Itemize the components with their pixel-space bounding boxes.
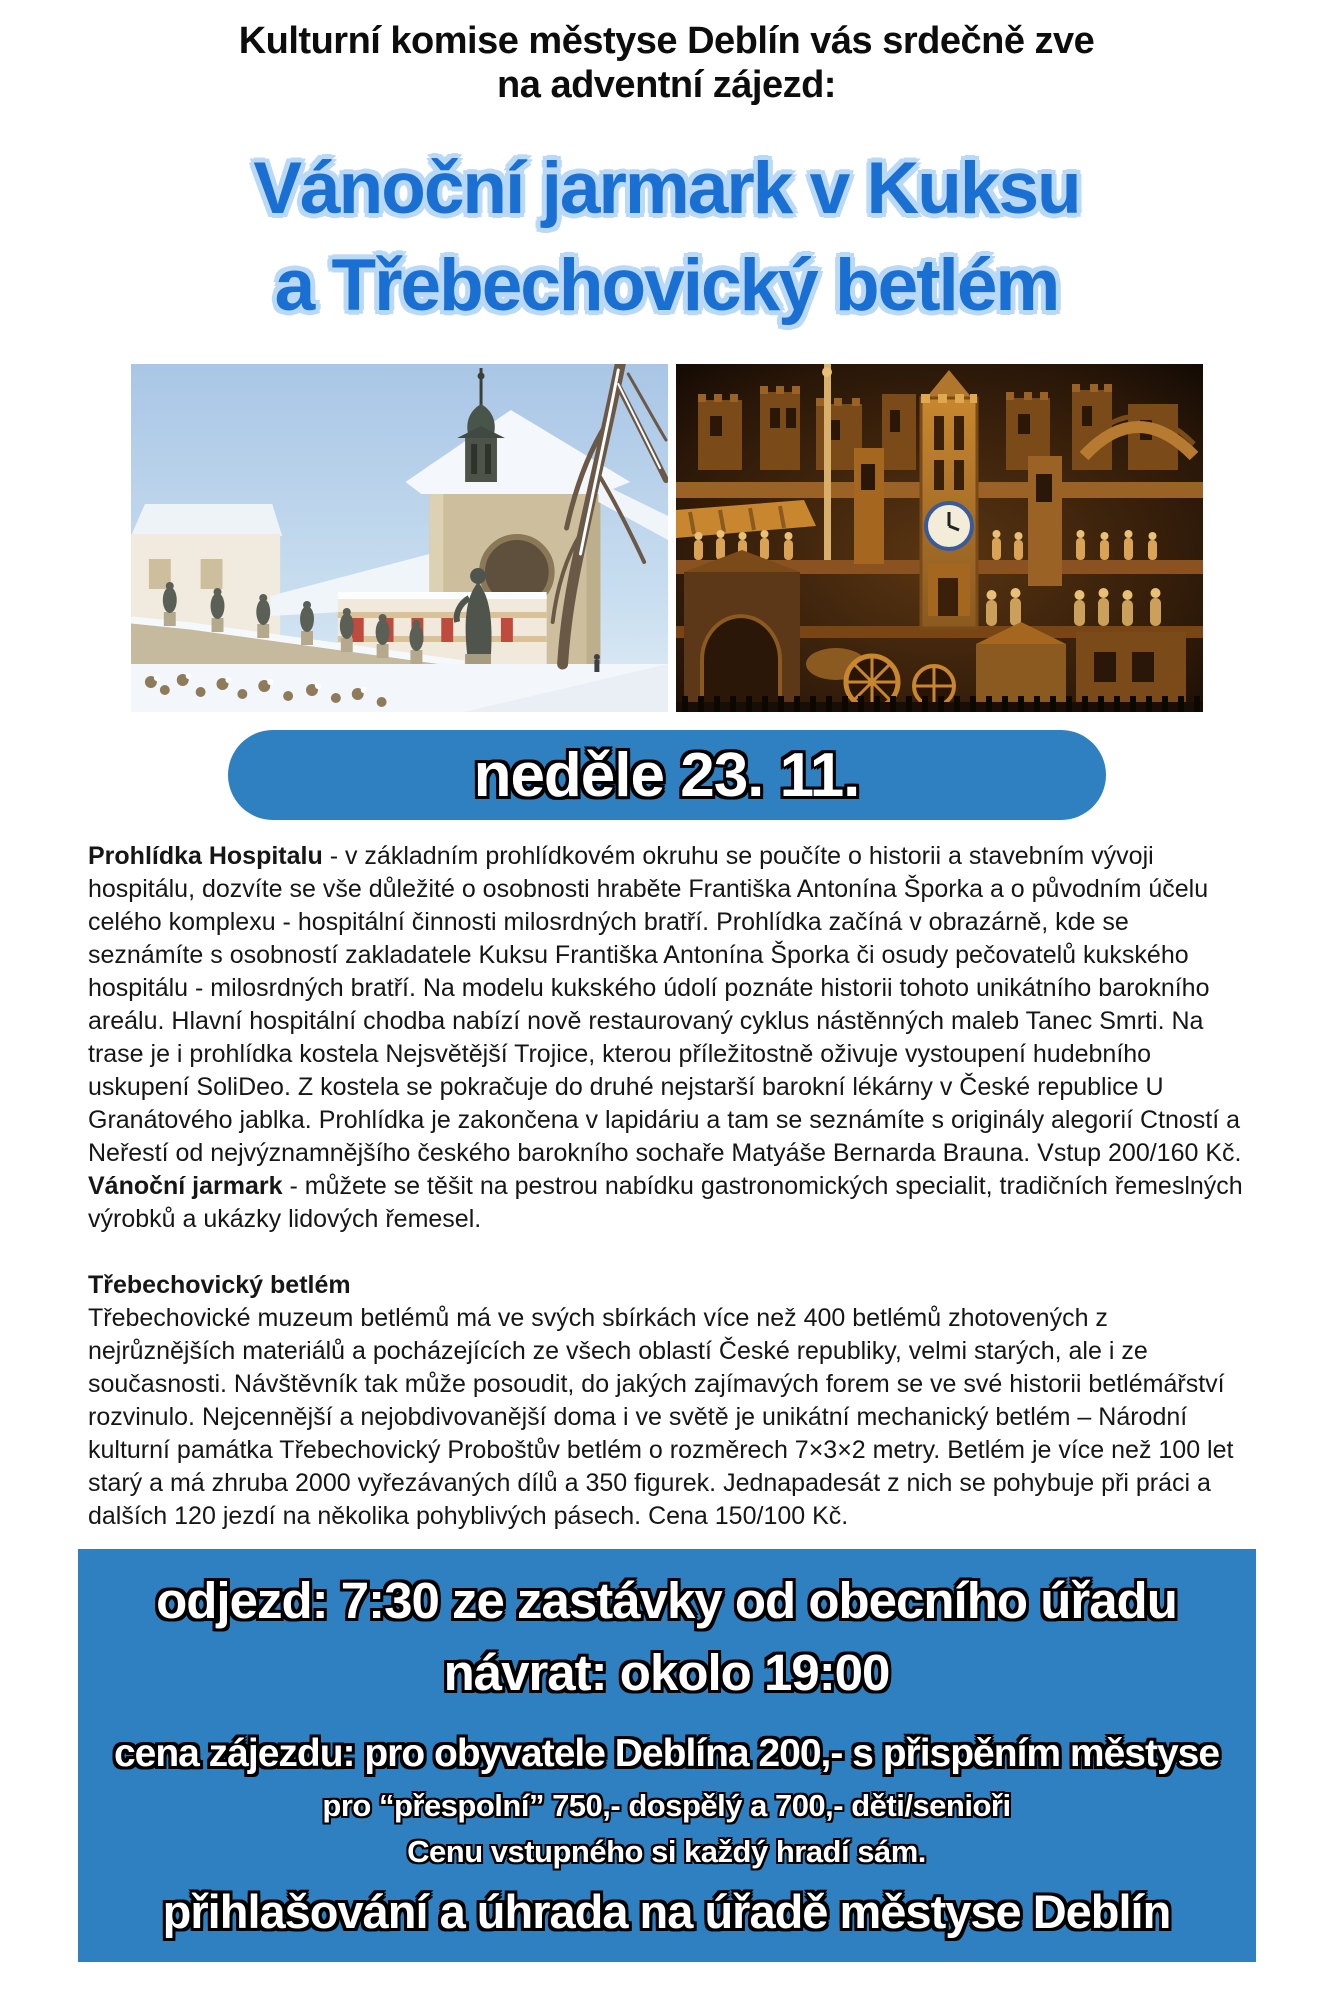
paragraph-jarmark-text: - můžete se těšit na pestrou nabídku gastronomických specialit, tradičních řemeslných výrobků a ukázky lidových řemesel. bbox=[88, 1172, 1243, 1234]
paragraph-jarmark bbox=[88, 1170, 1245, 1236]
poster-header bbox=[0, 20, 1333, 107]
departure-line: odjezd: 7:30 ze zastávky od obecního úřadu bbox=[156, 1572, 1177, 1630]
photo-row bbox=[0, 364, 1333, 712]
title-line-1: Vánoční jarmark v Kuksu bbox=[253, 148, 1080, 230]
date-banner bbox=[228, 730, 1106, 820]
price-line: cena zájezdu: pro obyvatele Deblína 200,- s přispěním městyse bbox=[113, 1731, 1220, 1775]
registration-line: přihlašování a úhrada na úřadě městyse Deblín bbox=[162, 1884, 1171, 1938]
paragraph-jarmark-lead: Vánoční jarmark bbox=[88, 1172, 283, 1201]
paragraph-betlem: Třebechovické muzeum betlémů má ve svých sbírkách více než 400 betlémů zhotovených z nejrůznějších materiálů a pocházejících ze všech oblastí České republiky, velmi starých, ale i ze současnosti. Návštěvník tak může posoudit, do jakých zajímavých forem se ve své historii betlémářství rozvinulo. Nejcennější a nejobdivovanější doma i ve světě je unikátní mechanický betlém – Národní kulturní památka Třebechovický Proboštův betlém o rozměrech 7×3×2 metry. Betlém je více než 100 let starý a má zhruba 2000 vyřezávaných dílů a 350 figurek. Jednapadesát z nich se pohybuje při práci a dalších 120 jezdí na několika pohyblivých pásech. Cena 150/100 Kč. bbox=[88, 1304, 1234, 1531]
return-line: návrat: okolo 19:00 bbox=[443, 1643, 890, 1701]
footer-info-box bbox=[78, 1549, 1256, 1962]
body-text bbox=[0, 840, 1333, 1533]
entry-fee-line: Cenu vstupného si každý hradí sám. bbox=[407, 1833, 926, 1869]
paragraph-hospital-text: - v základním prohlídkovém okruhu se poučíte o historii a stavebním vývoji hospitálu, dozvíte se vše důležité o osobnosti hraběte Františka Antonína Šporka a o původním účelu celého komplexu - hospitální činnosti milosrdných bratří. Prohlídka začíná v obrazárně, kde se seznámíte s osobností zakladatele Kuksu Františka Antonína Šporka či osudy pečovatelů kukského hospitálu - milosrdných bratří. Na modelu kukského údolí poznáte historii tohoto unikátního barokního areálu. Hlavní hospitální chodba nabízí nově restaurovaný cyklus nástěnných maleb Tanec Smrti. Na trase je i prohlídka kostela Nejsvětější Trojice, kterou příležitostně oživuje vystoupení hudebního uskupení SoliDeo. Z kostela se pokračuje do druhé nejstarší barokní lékárny v České republice U Granátového jablka. Prohlídka je zakončena v lapidáriu a tam se seznámíte s originály alegorií Ctností a Neřestí od nejvýznamnějšího českého barokního sochaře Matyáše Bernarda Brauna. Vstup 200/160 Kč. bbox=[88, 842, 1242, 1168]
header-line-2: na adventní zájezd: bbox=[497, 63, 836, 106]
title-line-2: a Třebechovický betlém bbox=[274, 244, 1059, 326]
trebechovice-betlem-photo bbox=[676, 364, 1203, 712]
price-nonresident-line: pro “přespolní” 750,- dospělý a 700,- děti/senioři bbox=[322, 1788, 1011, 1824]
paragraph-hospital-lead: Prohlídka Hospitalu bbox=[88, 842, 323, 871]
kuks-winter-photo bbox=[131, 364, 668, 712]
poster-title bbox=[0, 141, 1333, 334]
paragraph-hospital bbox=[88, 840, 1245, 1170]
date-banner-text: neděle 23. 11. bbox=[473, 740, 860, 810]
section-heading-betlem: Třebechovický betlém bbox=[88, 1271, 351, 1300]
header-line-1: Kulturní komise městyse Deblín vás srdečně zve bbox=[238, 20, 1095, 62]
